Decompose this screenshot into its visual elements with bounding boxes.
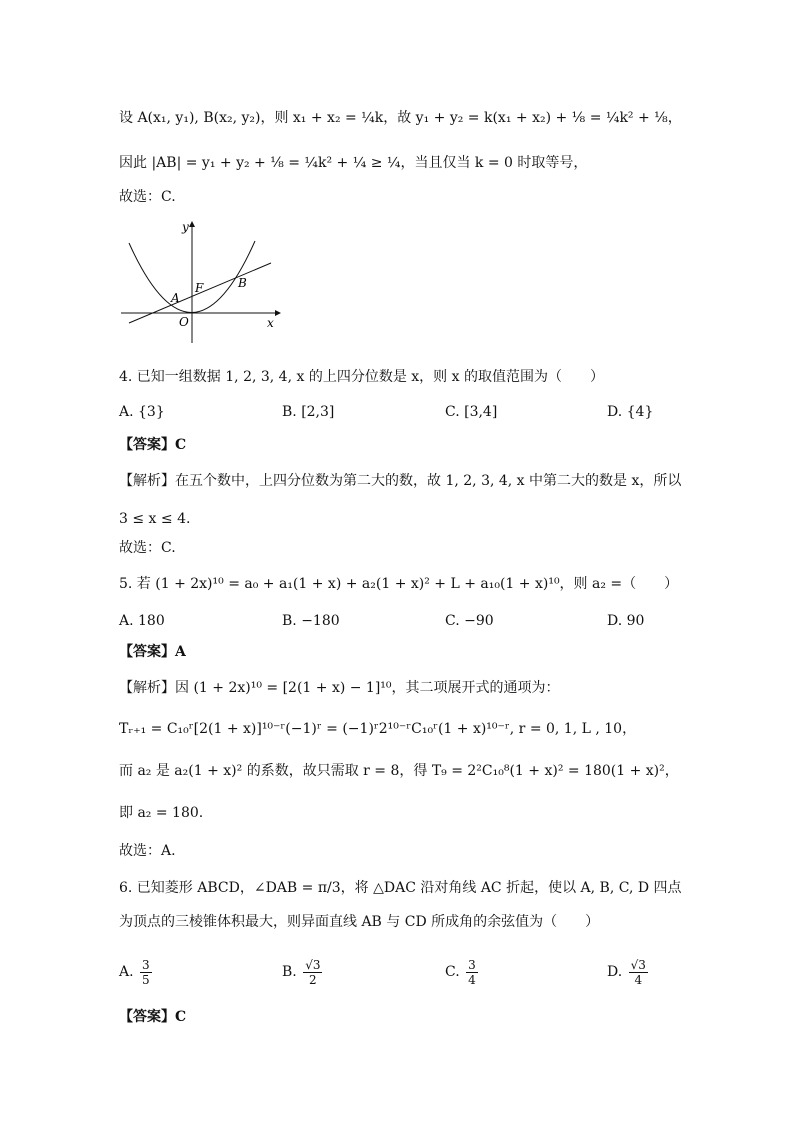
origin-label: O (179, 315, 189, 329)
q6-option-c[interactable]: C. $\frac{3}{4}$ (445, 957, 476, 987)
q5-option-d[interactable]: D. 90 (607, 613, 645, 629)
q6-stem-1: 6. 已知菱形 ABCD，∠DAB = π/3，将 △DAC 沿对角线 AC 折起，使以 A, B, C, D 四点 (119, 880, 682, 896)
q3-answer-select: 故选：C. (119, 189, 176, 205)
point-a-label: A (171, 291, 180, 305)
q5-option-c[interactable]: C. −90 (445, 613, 494, 629)
y-axis-label: y (182, 220, 189, 234)
q4-explanation-2: 3 ≤ x ≤ 4. (119, 511, 191, 527)
x-axis-label: x (267, 316, 274, 330)
q6-stem-2: 为顶点的三棱锥体积最大，则异面直线 AB 与 CD 所成角的余弦值为（ ） (119, 914, 600, 930)
parabola-line-figure (119, 213, 284, 348)
q3-solution-line-2: 因此 |AB| = y₁ + y₂ + ⅛ = ¼k² + ¼ ≥ ¼，当且仅当 k = 0 时取等号， (119, 155, 588, 171)
q5-option-a[interactable]: A. 180 (119, 613, 165, 629)
q4-option-c[interactable]: C. [3,4] (445, 404, 498, 420)
q5-explanation-3: 而 a₂ 是 a₂(1 + x)² 的系数，故只需取 r = 8，得 T₉ = 2²C₁₀⁸(1 + x)² = 180(1 + x)²， (119, 763, 679, 779)
q6-options (119, 954, 679, 990)
q5-explanation-1: 【解析】因 (1 + 2x)¹⁰ = [2(1 + x) − 1]¹⁰，其二项展开式的通项为： (119, 680, 560, 696)
q4-option-b[interactable]: B. [2,3] (282, 404, 335, 420)
q4-answer: 【答案】C (119, 437, 187, 453)
y-axis-arrow (189, 221, 195, 227)
q5-answer: 【答案】A (119, 644, 186, 660)
q5-answer-select: 故选：A. (119, 843, 176, 859)
q5-explanation-4: 即 a₂ = 180. (119, 805, 204, 821)
q4-option-a[interactable]: A. {3} (119, 404, 165, 420)
q6-answer: 【答案】C (119, 1009, 187, 1025)
q4-explanation-1: 【解析】在五个数中，上四分位数为第二大的数，故 1, 2, 3, 4, x 中第二大的数是 x，所以 (119, 473, 682, 489)
q6-option-a[interactable]: A. $\frac{3}{5}$ (119, 957, 150, 987)
q4-stem: 4. 已知一组数据 1, 2, 3, 4, x 的上四分位数是 x，则 x 的取值范围为（ ） (119, 369, 604, 385)
x-axis-arrow (275, 310, 281, 316)
q5-option-b[interactable]: B. −180 (282, 613, 340, 629)
q5-options (119, 609, 679, 633)
q4-answer-select: 故选：C. (119, 540, 176, 556)
q3-solution-line-1: 设 A(x₁, y₁), B(x₂, y₂)，则 x₁ + x₂ = ¼k，故 y₁ + y₂ = k(x₁ + x₂) + ⅛ = ¼k² + ⅛， (119, 110, 682, 126)
q5-explanation-2: Tᵣ₊₁ = C₁₀ʳ[2(1 + x)]¹⁰⁻ʳ(−1)ʳ = (−1)ʳ2¹⁰⁻ʳC₁₀ʳ(1 + x)¹⁰⁻ʳ, r = 0, 1, L , 10， (119, 721, 637, 737)
point-f-label: F (195, 281, 204, 295)
q5-stem: 5. 若 (1 + 2x)¹⁰ = a₀ + a₁(1 + x) + a₂(1 + x)² + L + a₁₀(1 + x)¹⁰，则 a₂ =（ ） (119, 576, 679, 592)
q4-options (119, 400, 679, 424)
q6-option-d[interactable]: D. $\frac{√3}{4}$ (607, 957, 646, 987)
q6-option-b[interactable]: B. $\frac{√3}{2}$ (282, 957, 321, 987)
point-b-label: B (238, 276, 247, 290)
q4-option-d[interactable]: D. {4} (607, 404, 654, 420)
